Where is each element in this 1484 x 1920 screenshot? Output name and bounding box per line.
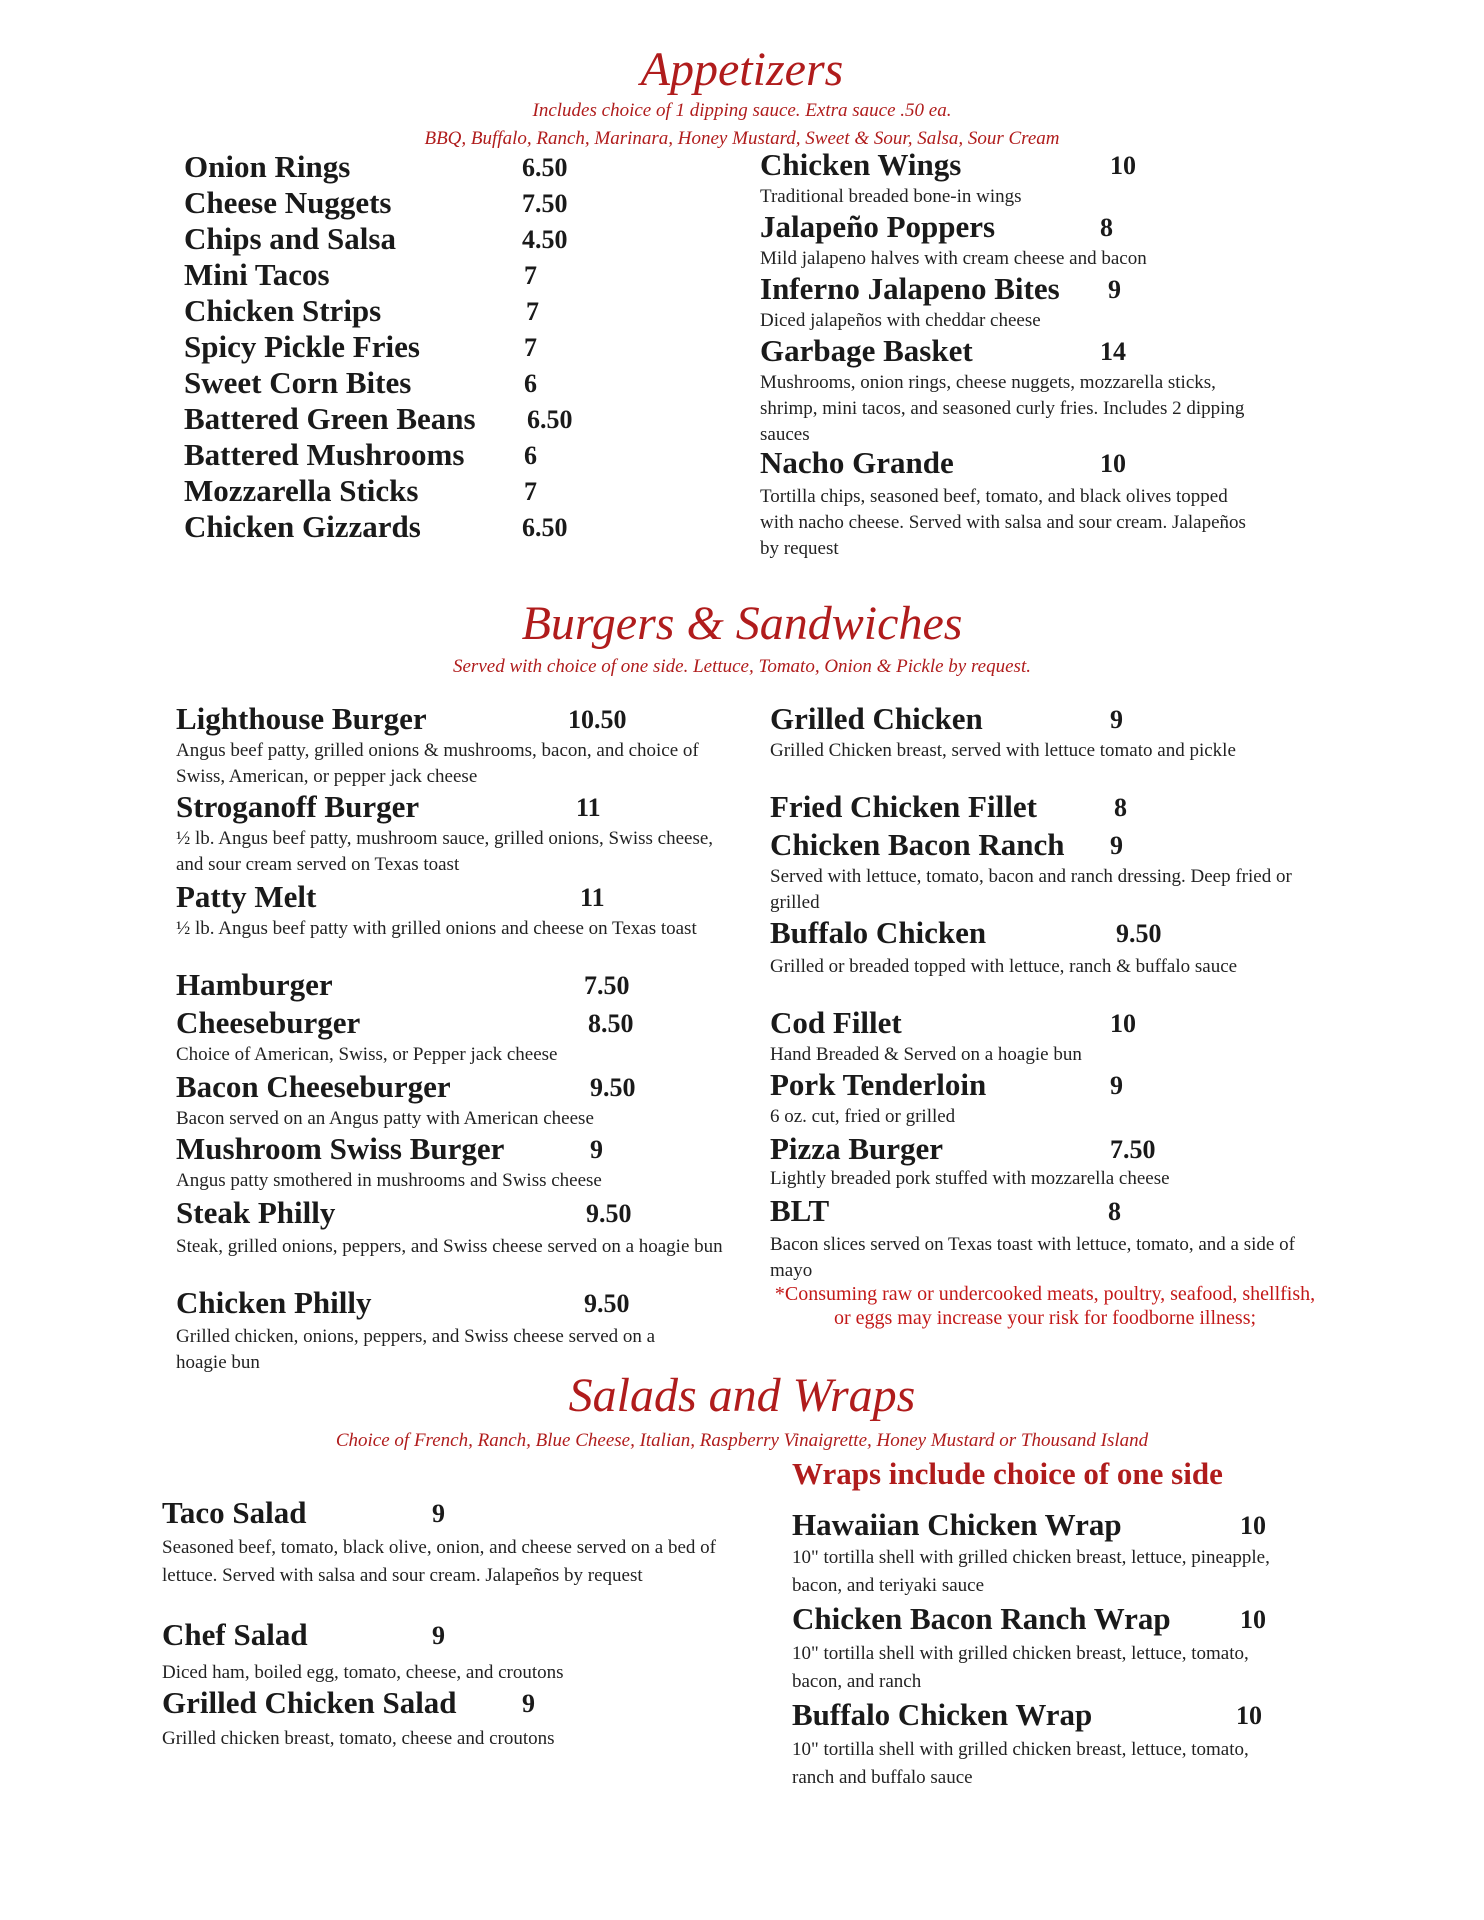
item-name: Pork Tenderloin	[770, 1067, 987, 1102]
item-price: 10	[1240, 1605, 1266, 1634]
item-price: 7	[526, 297, 539, 326]
item-description: ½ lb. Angus beef patty with grilled onions and cheese on Texas toast	[176, 918, 697, 939]
item-name: Taco Salad	[162, 1495, 307, 1530]
appetizers-note: Includes choice of 1 dipping sauce. Extra sauce .50 ea.	[532, 100, 952, 121]
item-name: Inferno Jalapeno Bites	[760, 271, 1060, 306]
item-name: Chicken Wings	[760, 147, 962, 182]
item-name: Mozzarella Sticks	[184, 473, 419, 508]
item-name: Bacon Cheeseburger	[176, 1069, 451, 1104]
item-name: Chef Salad	[162, 1617, 308, 1652]
item-description: Grilled chicken breast, tomato, cheese and croutons	[162, 1728, 555, 1749]
item-description: 10" tortilla shell with grilled chicken breast, lettuce, pineapple, bacon, and teriyaki sauce	[792, 1547, 1270, 1596]
item-price: 10	[1110, 151, 1136, 180]
item-description: Grilled chicken, onions, peppers, and Swiss cheese served on a hoagie bun	[176, 1326, 656, 1373]
item-name: Garbage Basket	[760, 333, 973, 368]
item-name: Cheeseburger	[176, 1005, 361, 1040]
item-description: Grilled or breaded topped with lettuce, ranch & buffalo sauce	[770, 956, 1238, 977]
item-price: 9	[432, 1499, 445, 1528]
item-name: Chicken Philly	[176, 1285, 372, 1320]
appetizers-sauces: BBQ, Buffalo, Ranch, Marinara, Honey Mustard, Sweet & Sour, Salsa, Sour Cream	[424, 128, 1060, 149]
item-price: 7.50	[522, 189, 568, 218]
item-description: Diced ham, boiled egg, tomato, cheese, and croutons	[162, 1662, 564, 1683]
item-description: Served with lettuce, tomato, bacon and ranch dressing. Deep fried or grilled	[770, 866, 1292, 913]
item-description: Mushrooms, onion rings, cheese nuggets, mozzarella sticks, shrimp, mini tacos, and seasoned curly fries. Includes 2 dipping sauces	[760, 372, 1245, 445]
item-price: 14	[1100, 337, 1126, 366]
item-name: Nacho Grande	[760, 445, 954, 480]
item-name: Grilled Chicken	[770, 701, 983, 736]
item-price: 9	[1110, 1071, 1123, 1100]
item-name: Battered Mushrooms	[184, 437, 465, 472]
item-price: 10.50	[568, 705, 627, 734]
item-price: 8	[1108, 1197, 1121, 1226]
item-price: 4.50	[522, 225, 568, 254]
item-name: Fried Chicken Fillet	[770, 789, 1037, 824]
item-price: 9	[522, 1689, 535, 1718]
item-name: Chicken Bacon Ranch	[770, 827, 1065, 862]
item-price: 9.50	[1116, 919, 1162, 948]
item-description: Grilled Chicken breast, served with lettuce tomato and pickle	[770, 740, 1236, 761]
burgers-heading: Burgers & Sandwiches	[521, 597, 963, 650]
item-price: 6	[524, 369, 537, 398]
item-price: 9	[1108, 275, 1121, 304]
item-price: 9	[1110, 831, 1123, 860]
item-description: 6 oz. cut, fried or grilled	[770, 1106, 956, 1127]
item-description: Angus beef patty, grilled onions & mushrooms, bacon, and choice of Swiss, American, or pepper jack cheese	[176, 740, 699, 787]
item-name: Buffalo Chicken Wrap	[792, 1697, 1093, 1732]
burgers-note: Served with choice of one side. Lettuce, Tomato, Onion & Pickle by request.	[453, 656, 1031, 677]
item-price: 11	[580, 883, 605, 912]
item-description: 10" tortilla shell with grilled chicken breast, lettuce, tomato, bacon, and ranch	[792, 1643, 1249, 1692]
item-description: 10" tortilla shell with grilled chicken breast, lettuce, tomato, ranch and buffalo sauce	[792, 1739, 1249, 1788]
item-price: 9.50	[586, 1199, 632, 1228]
wraps-side-note: Wraps include choice of one side	[792, 1456, 1223, 1491]
item-price: 6.50	[522, 513, 568, 542]
item-name: Chicken Strips	[184, 293, 382, 328]
salad-dressings: Choice of French, Ranch, Blue Cheese, Italian, Raspberry Vinaigrette, Honey Mustard or Thousand Island	[335, 1430, 1149, 1451]
item-price: 8.50	[588, 1009, 634, 1038]
item-price: 6	[524, 441, 537, 470]
item-description: Mild jalapeno halves with cream cheese and bacon	[760, 248, 1147, 269]
item-price: 7	[524, 261, 537, 290]
item-name: Onion Rings	[184, 149, 351, 184]
item-name: Stroganoff Burger	[176, 789, 420, 824]
item-price: 9.50	[590, 1073, 636, 1102]
item-price: 9	[590, 1135, 603, 1164]
item-name: Sweet Corn Bites	[184, 365, 412, 400]
item-name: Mini Tacos	[184, 257, 330, 292]
item-name: Grilled Chicken Salad	[162, 1685, 457, 1720]
item-description: Choice of American, Swiss, or Pepper jack cheese	[176, 1044, 558, 1065]
item-price: 10	[1100, 449, 1126, 478]
item-description: Tortilla chips, seasoned beef, tomato, and black olives topped with nacho cheese. Served with salsa and sour cream. Jalapeños by request	[760, 486, 1246, 559]
item-name: Patty Melt	[176, 879, 317, 914]
item-name: Steak Philly	[176, 1195, 336, 1230]
item-price: 11	[576, 793, 601, 822]
item-price: 7	[524, 477, 537, 506]
item-description: Hand Breaded & Served on a hoagie bun	[770, 1044, 1082, 1065]
item-name: Chicken Bacon Ranch Wrap	[792, 1601, 1171, 1636]
item-price: 8	[1114, 793, 1127, 822]
item-price: 6.50	[522, 153, 568, 182]
item-price: 7.50	[584, 971, 630, 1000]
item-description: Bacon served on an Angus patty with American cheese	[176, 1108, 594, 1129]
item-name: Cod Fillet	[770, 1005, 902, 1040]
item-name: BLT	[770, 1193, 830, 1228]
item-price: 10	[1236, 1701, 1262, 1730]
item-name: Battered Green Beans	[184, 401, 476, 436]
item-price: 6.50	[527, 405, 573, 434]
item-description: Lightly breaded pork stuffed with mozzarella cheese	[770, 1168, 1170, 1189]
item-name: Chicken Gizzards	[184, 509, 421, 544]
item-price: 7.50	[1110, 1135, 1156, 1164]
item-price: 9	[1110, 705, 1123, 734]
salads-heading: Salads and Wraps	[568, 1369, 916, 1422]
item-name: Chips and Salsa	[184, 221, 396, 256]
item-description: Traditional breaded bone-in wings	[760, 186, 1022, 207]
item-name: Spicy Pickle Fries	[184, 329, 420, 364]
item-name: Hamburger	[176, 967, 333, 1002]
food-safety-warning: *Consuming raw or undercooked meats, poultry, seafood, shellfish, or eggs may increase your risk for foodborne illness;	[774, 1283, 1316, 1329]
item-price: 9.50	[584, 1289, 630, 1318]
item-name: Mushroom Swiss Burger	[176, 1131, 505, 1166]
item-price: 9	[432, 1621, 445, 1650]
item-name: Buffalo Chicken	[770, 915, 987, 950]
item-price: 8	[1100, 213, 1113, 242]
item-price: 7	[524, 333, 537, 362]
item-name: Jalapeño Poppers	[760, 209, 996, 244]
item-name: Cheese Nuggets	[184, 185, 392, 220]
item-name: Lighthouse Burger	[176, 701, 427, 736]
item-description: ½ lb. Angus beef patty, mushroom sauce, grilled onions, Swiss cheese, and sour cream served on Texas toast	[176, 828, 714, 875]
item-price: 10	[1240, 1511, 1266, 1540]
item-description: Steak, grilled onions, peppers, and Swiss cheese served on a hoagie bun	[176, 1236, 723, 1257]
item-name: Hawaiian Chicken Wrap	[792, 1507, 1122, 1542]
item-name: Pizza Burger	[770, 1131, 944, 1166]
item-description: Bacon slices served on Texas toast with lettuce, tomato, and a side of mayo	[770, 1234, 1295, 1281]
item-price: 10	[1110, 1009, 1136, 1038]
item-description: Seasoned beef, tomato, black olive, onion, and cheese served on a bed of lettuce. Served with salsa and sour cream. Jalapeños by request	[162, 1537, 716, 1586]
appetizers-heading: Appetizers	[640, 43, 844, 96]
item-description: Angus patty smothered in mushrooms and Swiss cheese	[176, 1170, 602, 1191]
item-description: Diced jalapeños with cheddar cheese	[760, 310, 1041, 331]
